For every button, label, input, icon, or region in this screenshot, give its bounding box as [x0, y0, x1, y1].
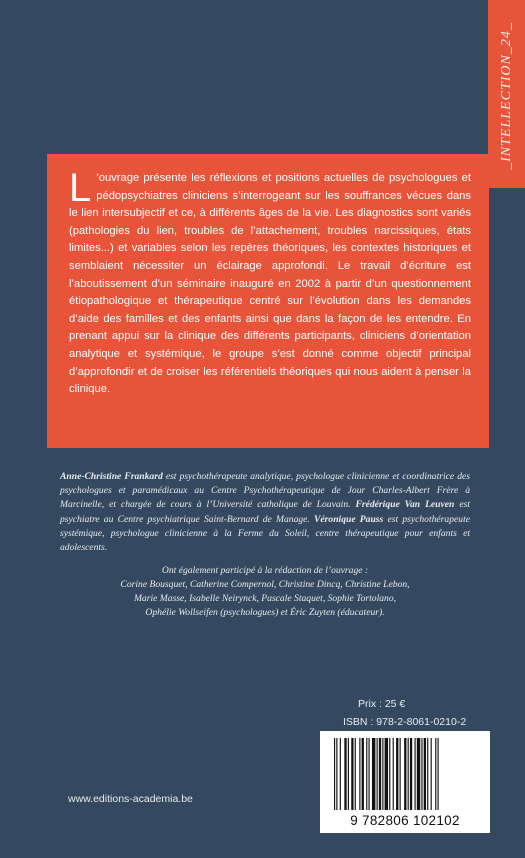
contributors-intro: Ont également participé à la rédaction de l’ouvrage :: [161, 565, 369, 576]
series-label: _INTELLECTION_24_: [498, 22, 514, 170]
barcode-bar: [396, 738, 398, 810]
contributors-list: [60, 578, 470, 621]
barcode-bar: [366, 738, 367, 810]
author-bio: est psychothérapeute systémique, psychologue clinicienne à la Ferme du Soleil, centre thérapeutique pour enfants et adolescents.: [60, 513, 470, 554]
barcode-bar: [427, 738, 428, 810]
author-bio: est psychiatre au Centre psychiatrique Saint-Bernard de Manage.: [60, 499, 470, 525]
author-bios: [60, 470, 470, 555]
barcode-bar: [377, 738, 378, 810]
author-name: Anne-Christine Frankard: [60, 471, 163, 482]
barcode-bar: [336, 738, 337, 810]
price: Prix : 25 €: [358, 698, 406, 710]
barcode-bar: [340, 738, 341, 810]
barcode-bar: [385, 738, 388, 810]
barcode-bar: [389, 738, 390, 810]
barcode-bar: [408, 738, 409, 810]
barcode-bar: [359, 738, 360, 810]
barcode-bar: [393, 738, 394, 810]
barcode-bar: [431, 738, 432, 810]
isbn: ISBN : 978-2-8061-0210-2: [343, 716, 467, 728]
barcode-bar: [410, 738, 412, 810]
barcode-bar: [369, 738, 370, 810]
barcode-bar: [334, 738, 335, 810]
synopsis-text: [69, 166, 471, 399]
barcode-bar: [417, 738, 420, 810]
barcode-bar: [362, 738, 364, 810]
barcode-bar: [351, 738, 353, 810]
barcode-bar: [424, 738, 426, 810]
series-tab: [488, 0, 525, 188]
barcode-bar: [435, 738, 436, 810]
barcode-bar: [400, 738, 401, 810]
barcode-bar: [344, 738, 346, 810]
barcode-bars: [334, 738, 484, 810]
barcode-bar: [372, 738, 375, 810]
barcode: [320, 731, 490, 833]
barcode-bar: [348, 738, 349, 810]
drop-cap: L: [69, 166, 92, 210]
barcode-bar: [355, 738, 356, 810]
barcode-bar: [379, 738, 381, 810]
synopsis-body: ’ouvrage présente les réflexions et positions actuelles de psychologues et pédopsychiatres cliniciens s’interrogeant sur les souffrances vécues dans le lien intersubjectif et ce, à différents âges de la vie. Les diagnostics sont variés (pathologies du lien, troubles de l’attachement, troubles narcissiques, états limites...) et variables selon les repères théoriques, les contextes historiques et semblaient nécessiter un éclairage approfondi. Le travail d’écriture est l’aboutissement d’un séminaire inauguré en 2002 à partir d’un questionnement étiopathologique et thérapeutique centré sur l’évolution dans les demandes d’aide des familles et des enfants ainsi que dans la façon de les entendre. En prenant appui sur la clinique des différents participants, cliniciens d’orientation analytique et systémique, le groupe s’est donné comme objectif principal d’approfondir et de croiser les référentiels théoriques qui nous aident à penser la clinique.: [69, 172, 471, 396]
author-name: Frédérique Van Leuven: [355, 499, 455, 511]
author-bio: est psychothérapeute analytique, psychologue clinicienne et coordinatrice des psychologues et paramédicaux au Centre Psychothérapeutique de Jour Charles-Albert Frère à Marcinelle, et chargée de cours à l’Université catholique de Louvain.: [60, 471, 470, 511]
barcode-bar: [415, 738, 416, 810]
barcode-bar: [438, 738, 439, 810]
contributors-line: Ophélie Wollseifen (psychologues) et Éric Zuyten (éducateur).: [145, 607, 385, 619]
contributors-line: Marie Masse, Isabelle Neirynck, Pascale Staquet, Sophie Tortolano,: [133, 593, 397, 605]
barcode-bar: [421, 738, 422, 810]
contributors-line: Corine Bousquet, Catherine Compernol, Christine Dincq, Christine Lebon,: [120, 579, 410, 590]
barcode-digits: 9 782806 102102: [350, 813, 460, 828]
publisher-website: www.editions-academia.be: [68, 793, 193, 805]
barcode-bar: [404, 738, 406, 810]
author-name: Véronique Pauss: [314, 513, 384, 525]
barcode-bar: [382, 738, 383, 810]
